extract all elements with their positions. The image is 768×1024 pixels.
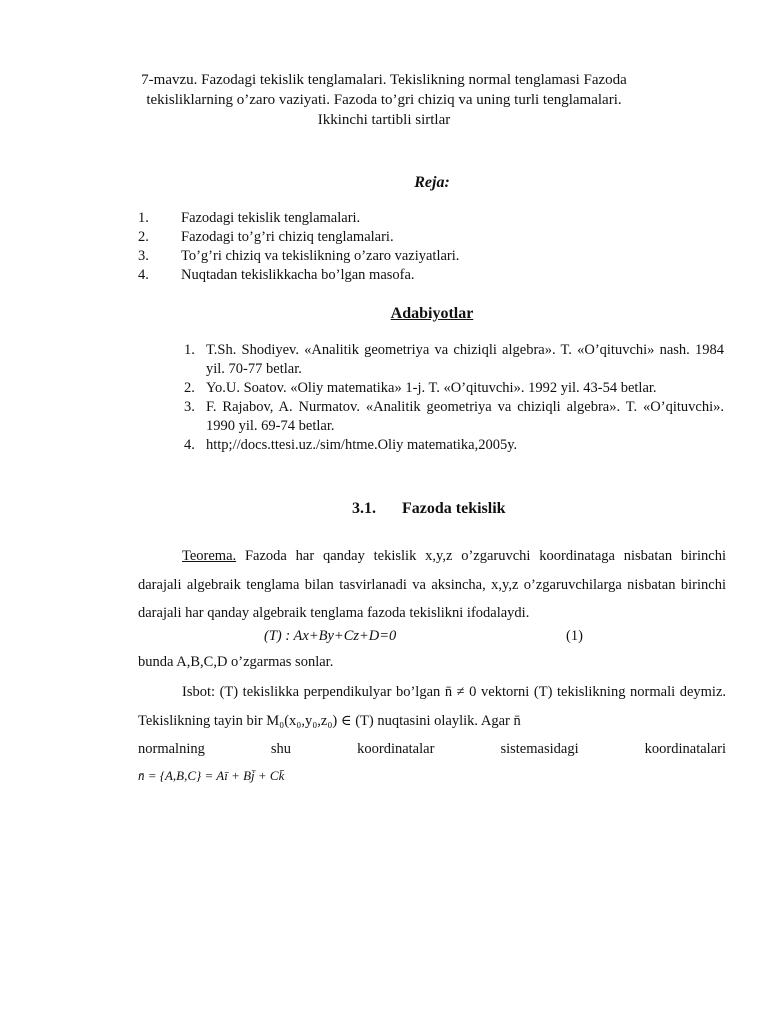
literature-item-number: 3. bbox=[184, 399, 195, 415]
plan-item-number: 4. bbox=[138, 267, 149, 283]
theorem-paragraph bbox=[138, 542, 726, 628]
constants-note: bunda A,B,C,D o’zgarmas sonlar. bbox=[138, 654, 334, 670]
plan-list bbox=[138, 209, 658, 285]
literature-item-number: 4. bbox=[184, 437, 195, 453]
plan-item-number: 1. bbox=[138, 210, 149, 226]
proof-word: koordinatalari bbox=[644, 741, 726, 757]
plan-item-number: 3. bbox=[138, 248, 149, 264]
plan-item-text: To’g’ri chiziq va tekislikning o’zaro vaziyatlari. bbox=[181, 248, 460, 264]
title-line-3: Ikkinchi tartibli sirtlar bbox=[317, 112, 451, 128]
main-body bbox=[138, 542, 726, 788]
plan-item bbox=[138, 266, 658, 285]
plan-heading: Reja: bbox=[414, 174, 450, 191]
theorem-label: Teorema. bbox=[182, 548, 237, 564]
normal-vector-formula: n̄ = {A,B,C} = Aī + Bj̄ + Ck̄ bbox=[138, 767, 285, 783]
theorem-text: Fazoda har qanday tekislik x,y,z o’zgaruvchi koordinataga nisbatan birinchi darajali algebraik tenglama bilan tasvirlanadi va aksincha, x,y,z o’zgaruvchilarga nisbatan birinchi darajali har qanday algebraik tenglama fazoda tekislikni ifodalaydi. bbox=[138, 548, 726, 621]
plan-item bbox=[138, 209, 658, 228]
literature-item bbox=[184, 379, 724, 398]
proof-word: sistemasidagi bbox=[500, 741, 579, 757]
plan-item-text: Fazodagi tekislik tenglamalari. bbox=[181, 210, 361, 226]
plan-item-number: 2. bbox=[138, 229, 149, 245]
literature-item-text: T.Sh. Shodiyev. «Analitik geometriya va chiziqli algebra». T. «O’qituvchi» nash. 1984 yil. 70-77 betlar. bbox=[206, 342, 724, 377]
literature-item-text: http;//docs.ttesi.uz./sim/htme.Oliy matematika,2005y. bbox=[206, 437, 518, 453]
literature-heading: Adabiyotlar bbox=[390, 305, 474, 322]
section-number: 3.1. bbox=[352, 500, 376, 517]
section-title: Fazoda tekislik bbox=[402, 500, 506, 517]
title-line-2: tekisliklarning o’zaro vaziyati. Fazoda to’gri chiziq va uning turli tenglamalari. bbox=[146, 92, 622, 108]
literature-item bbox=[184, 398, 724, 436]
literature-list bbox=[184, 341, 724, 455]
proof-word: normalning bbox=[138, 741, 205, 757]
proof-paragraph: Isbot: (T) tekislikka perpendikulyar bo’lgan n̄ ≠ 0 vektorni (T) tekislikning normali deymiz. Tekislikning tayin bir M₀(x₀,y₀,z₀) ∈ (T) nuqtasini olaylik. Agar n̄ bbox=[138, 684, 726, 729]
equation-number: (1) bbox=[566, 627, 583, 644]
section-heading bbox=[352, 500, 506, 518]
plan-item bbox=[138, 228, 658, 247]
title-line-1: 7-mavzu. Fazodagi tekislik tenglamalari. Tekislikning normal tenglamasi Fazoda bbox=[141, 72, 627, 88]
plane-equation: (T) : Ax+By+Cz+D=0 bbox=[264, 627, 397, 644]
plan-item-text: Fazodagi to’g’ri chiziq tenglamalari. bbox=[181, 229, 394, 245]
literature-item-number: 1. bbox=[184, 342, 195, 358]
equation-line bbox=[138, 628, 726, 657]
proof-last-line bbox=[138, 735, 726, 764]
literature-item bbox=[184, 436, 724, 455]
literature-item-number: 2. bbox=[184, 380, 195, 396]
literature-item-text: Yo.U. Soatov. «Oliy matematika» 1-j. T. «O’qituvchi». 1992 yil. 43-54 betlar. bbox=[206, 380, 657, 396]
page-title bbox=[100, 70, 668, 130]
proof-word: shu bbox=[270, 741, 292, 757]
literature-item-text: F. Rajabov, A. Nurmatov. «Analitik geometriya va chiziqli algebra». T. «O’qituvchi». 1990 yil. 69-74 betlar. bbox=[206, 399, 724, 434]
literature-item bbox=[184, 341, 724, 379]
proof-word: koordinatalar bbox=[357, 741, 435, 757]
plan-item bbox=[138, 247, 658, 266]
plan-item-text: Nuqtadan tekislikkacha bo’lgan masofa. bbox=[181, 267, 415, 283]
